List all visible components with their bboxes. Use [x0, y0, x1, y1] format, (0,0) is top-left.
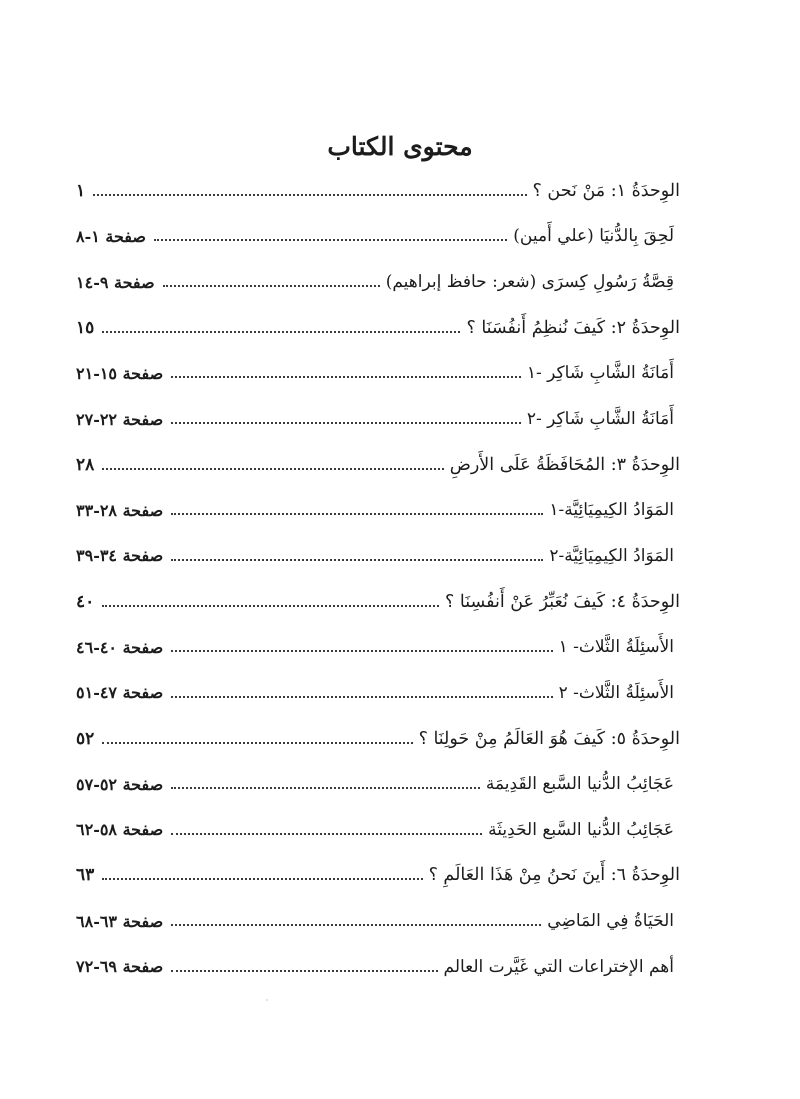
- toc-entry-title: المَوَادُ الكِيمِيَائِيَّة-٢: [549, 545, 674, 566]
- toc-page-number: ٥٢: [76, 728, 95, 749]
- toc-page-range: صفحة ٢٨-٣٣: [76, 500, 164, 520]
- toc-lesson-row: [76, 396, 680, 442]
- toc-page-number: ٦٣: [76, 865, 95, 886]
- toc-entry-title: الأَسئِلَةُ الثَّلاث- ٢: [558, 682, 674, 703]
- dot-leader: [102, 331, 460, 333]
- dot-leader: [171, 833, 482, 835]
- dot-leader: [171, 924, 541, 926]
- toc-entry-title: الوِحدَةُ ١: مَنْ نَحن ؟: [532, 180, 680, 201]
- toc-page-number: ١٥: [76, 317, 95, 338]
- toc-lesson-row: [76, 624, 680, 670]
- dot-leader: [171, 513, 543, 515]
- toc-page-range: صفحة ٣٤-٣٩: [76, 546, 164, 566]
- toc-lesson-row: [76, 487, 680, 533]
- toc-entry-title: أهم الإختراعات التي غَيَّرت العالم: [443, 956, 674, 977]
- toc-lesson-row: [76, 351, 680, 397]
- toc-unit-row: [76, 305, 680, 351]
- page-title: محتوى الكتاب: [327, 132, 473, 161]
- toc-entry-title: الأَسئِلَةُ الثَّلاث- ١: [558, 637, 674, 658]
- toc-page-range: صفحة ٥٨-٦٢: [76, 820, 164, 840]
- toc-lesson-row: [76, 259, 680, 305]
- toc-page-range: صفحة ٤٠-٤٦: [76, 637, 164, 657]
- toc-lesson-row: [76, 807, 680, 853]
- toc-lesson-row: [76, 533, 680, 579]
- toc-lesson-row: [76, 214, 680, 260]
- toc-page-range: صفحة ٩-١٤: [76, 272, 155, 292]
- dot-leader: [171, 650, 552, 652]
- dot-leader: [171, 970, 437, 972]
- toc-entry-title: الوِحدَةُ ٤: كَيفَ نُعَبِّرُ عَنْ أَنفُسِنَا ؟: [445, 591, 680, 612]
- toc-page-range: صفحة ٥٢-٥٧: [76, 774, 164, 794]
- dot-leader: [102, 878, 422, 880]
- dot-leader: [102, 742, 412, 744]
- toc-page-range: صفحة ١-٨: [76, 226, 146, 246]
- toc-entry-title: الوِحدَةُ ٥: كَيفَ هُوَ العَالَمُ مِنْ حَولِنَا ؟: [418, 728, 680, 749]
- toc-entry-title: عَجَائِبُ الدُّنيا السَّبع القَدِيمَة: [485, 774, 674, 795]
- toc-lesson-row: [76, 670, 680, 716]
- toc-entry-title: الوِحدَةُ ٦: أَينَ نَحنُ مِنْ هَذَا العَالَمِ ؟: [428, 865, 680, 886]
- toc-unit-row: [76, 442, 680, 488]
- dot-leader: [171, 696, 552, 698]
- dot-leader: [102, 605, 439, 607]
- toc-page-range: صفحة ٦٩-٧٢: [76, 957, 164, 977]
- toc-entry-title: أَمَانَةُ الشَّابِ شَاكِر -١: [526, 363, 674, 384]
- toc-unit-row: [76, 579, 680, 625]
- toc-entry-title: أَمَانَةُ الشَّابِ شَاكِر -٢: [526, 409, 674, 430]
- dot-leader: [163, 285, 380, 287]
- toc-entry-title: الوِحدَةُ ٣: المُحَافَظَةُ عَلَى الأَرضِ: [449, 454, 680, 475]
- toc-unit-row: [76, 853, 680, 899]
- dot-leader: [171, 376, 521, 378]
- toc-lesson-row: [76, 761, 680, 807]
- toc-page-range: صفحة ١٥-٢١: [76, 363, 164, 383]
- toc-unit-row: [76, 716, 680, 762]
- toc-entry-title: الحَيَاةُ فِي المَاضِي: [547, 911, 674, 932]
- toc-unit-row: [76, 168, 680, 214]
- toc-lesson-row: [76, 944, 680, 990]
- toc-page-number: ٤٠: [76, 591, 95, 612]
- toc-entry-title: عَجَائِبُ الدُّنيا السَّبع الحَدِيثَة: [488, 819, 674, 840]
- table-of-contents: [76, 168, 680, 990]
- dot-leader: [154, 239, 507, 241]
- dot-leader: [93, 194, 526, 196]
- toc-lesson-row: [76, 898, 680, 944]
- toc-page-number: ٢٨: [76, 454, 95, 475]
- dot-leader: [171, 422, 521, 424]
- toc-entry-title: قِصَّةُ رَسُولِ كِسرَى (شعر: حافظ إبراهيم): [385, 272, 674, 293]
- toc-page-range: صفحة ٢٢-٢٧: [76, 409, 164, 429]
- scan-speck: [266, 999, 268, 1001]
- dot-leader: [171, 559, 543, 561]
- toc-page-range: صفحة ٤٧-٥١: [76, 683, 164, 703]
- toc-page-number: ١: [76, 180, 86, 201]
- toc-page-range: صفحة ٦٣-٦٨: [76, 911, 164, 931]
- dot-leader: [171, 787, 480, 789]
- toc-entry-title: المَوَادُ الكِيمِيَائِيَّة-١: [549, 500, 674, 521]
- toc-entry-title: الوِحدَةُ ٢: كَيفَ نُنظِمُ أَنفُسَنَا ؟: [466, 317, 680, 338]
- dot-leader: [102, 468, 443, 470]
- toc-entry-title: لَحِقَ بِالدُّنيَا (علي أَمين): [513, 226, 674, 247]
